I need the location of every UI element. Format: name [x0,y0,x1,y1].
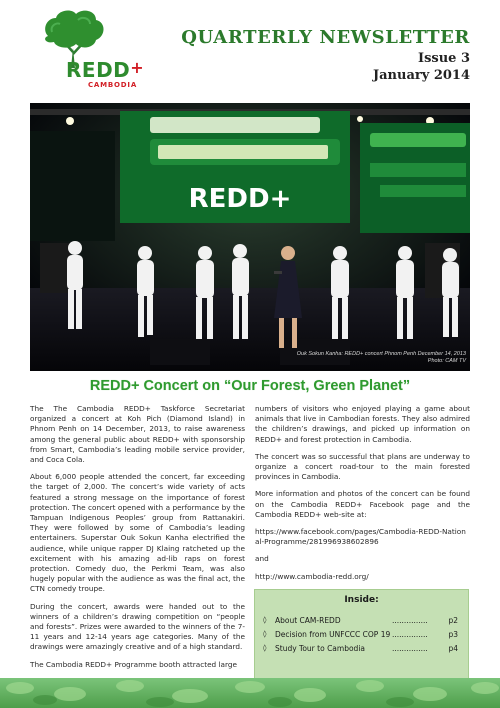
inside-item[interactable]: ◊ Decision from UNFCCC COP 19 ............... p3 [263,629,458,639]
article-paragraph: More information and photos of the concert can be found on the Cambodia REDD+ Facebook page and the Cambodia REDD+ web-site at: [255,489,470,519]
diamond-bullet-icon: ◊ [263,644,267,652]
article-paragraph: and [255,554,269,564]
leaves-decoration-icon [0,678,500,708]
article-paragraph: The Cambodia REDD+ Programme booth attracted large [30,659,238,669]
svg-text:REDD+: REDD+ [188,184,292,214]
redd-cambodia-logo [30,8,160,93]
article-paragraph: numbers of visitors who enjoyed playing a game about animals that live in Cambodian forests. They also admired the children’s drawings, and picked up information on REDD+ and forest protection in Cambodia. [255,404,470,444]
article-paragraph: The concert was so successful that plans are underway to organize a concert road-tour to the main forested provinces in Cambodia. [255,451,470,482]
logo-subtitle: CAMBODIA [88,81,138,89]
article-right-column [255,404,470,589]
facebook-link[interactable]: https://www.facebook.com/pages/Cambodia-REDD-National-Programme/281996938602896 [255,527,466,547]
issue-date: January 2014 [372,68,470,83]
inside-item[interactable]: ◊ Study Tour to Cambodia ............... p4 [263,643,458,653]
inside-list [263,613,458,655]
diamond-bullet-icon: ◊ [263,616,267,624]
newsletter-title: QUARTERLY NEWSLETTER [181,27,470,48]
logo-wordmark: REDD+ [66,58,145,82]
website-link[interactable]: http://www.cambodia-redd.org/ [255,571,369,581]
diamond-bullet-icon: ◊ [263,630,267,638]
concert-photo [30,103,470,371]
article-left-column [30,404,245,677]
footer-foliage-band [0,678,500,708]
article-headline: REDD+ Concert on “Our Forest, Green Planet” [89,378,411,394]
photo-caption: Ouk Sokun Kanha: REDD+ concert Phnom Penh December 14, 2013 Photo: CAM TV [296,351,466,364]
inside-contents-box [254,589,469,690]
masthead [181,27,470,83]
issue-number: Issue 3 [417,51,470,66]
inside-title: Inside: [344,595,379,605]
article-paragraph: About 6,000 people attended the concert, far exceeding the target of 2,000. The concert’s wide variety of acts featured a strong message on the importance of forest protection. The concert opened with a performance by the Tampuan Indigenous Peoples’ group from Rattanakiri. They were followed by some of Cambodia’s leading entertainers. Superstar Ouk Sokun Kanha electrified the audience, while unique rapper DJ Klaing ratcheted up the excitement with his amazing ad-lib raps on forest protection. Comedy duo, the Perkmi Team, was also hugely popular with the audience as was the final act, the CTN comedy troupe. [30,472,245,594]
inside-item[interactable]: ◊ About CAM-REDD ............... p2 [263,615,458,625]
article-paragraph: The The Cambodia REDD+ Taskforce Secretariat organized a concert at Koh Pich (Diamond Island) in Phnom Penh on 14 December, 2013, to raise awareness among the general public about REDD+ with sponsorship from Smart, Cambodia’s leading mobile service provider, and Coca Cola. [30,404,245,465]
article-paragraph: During the concert, awards were handed out to the winners of a children’s drawing competition on “people and forests”. Prizes were awarded to the winners of the 7-11 years and 12-14 years age categories. Many of the drawings were amazingly creative and of a high standard. [30,601,245,652]
